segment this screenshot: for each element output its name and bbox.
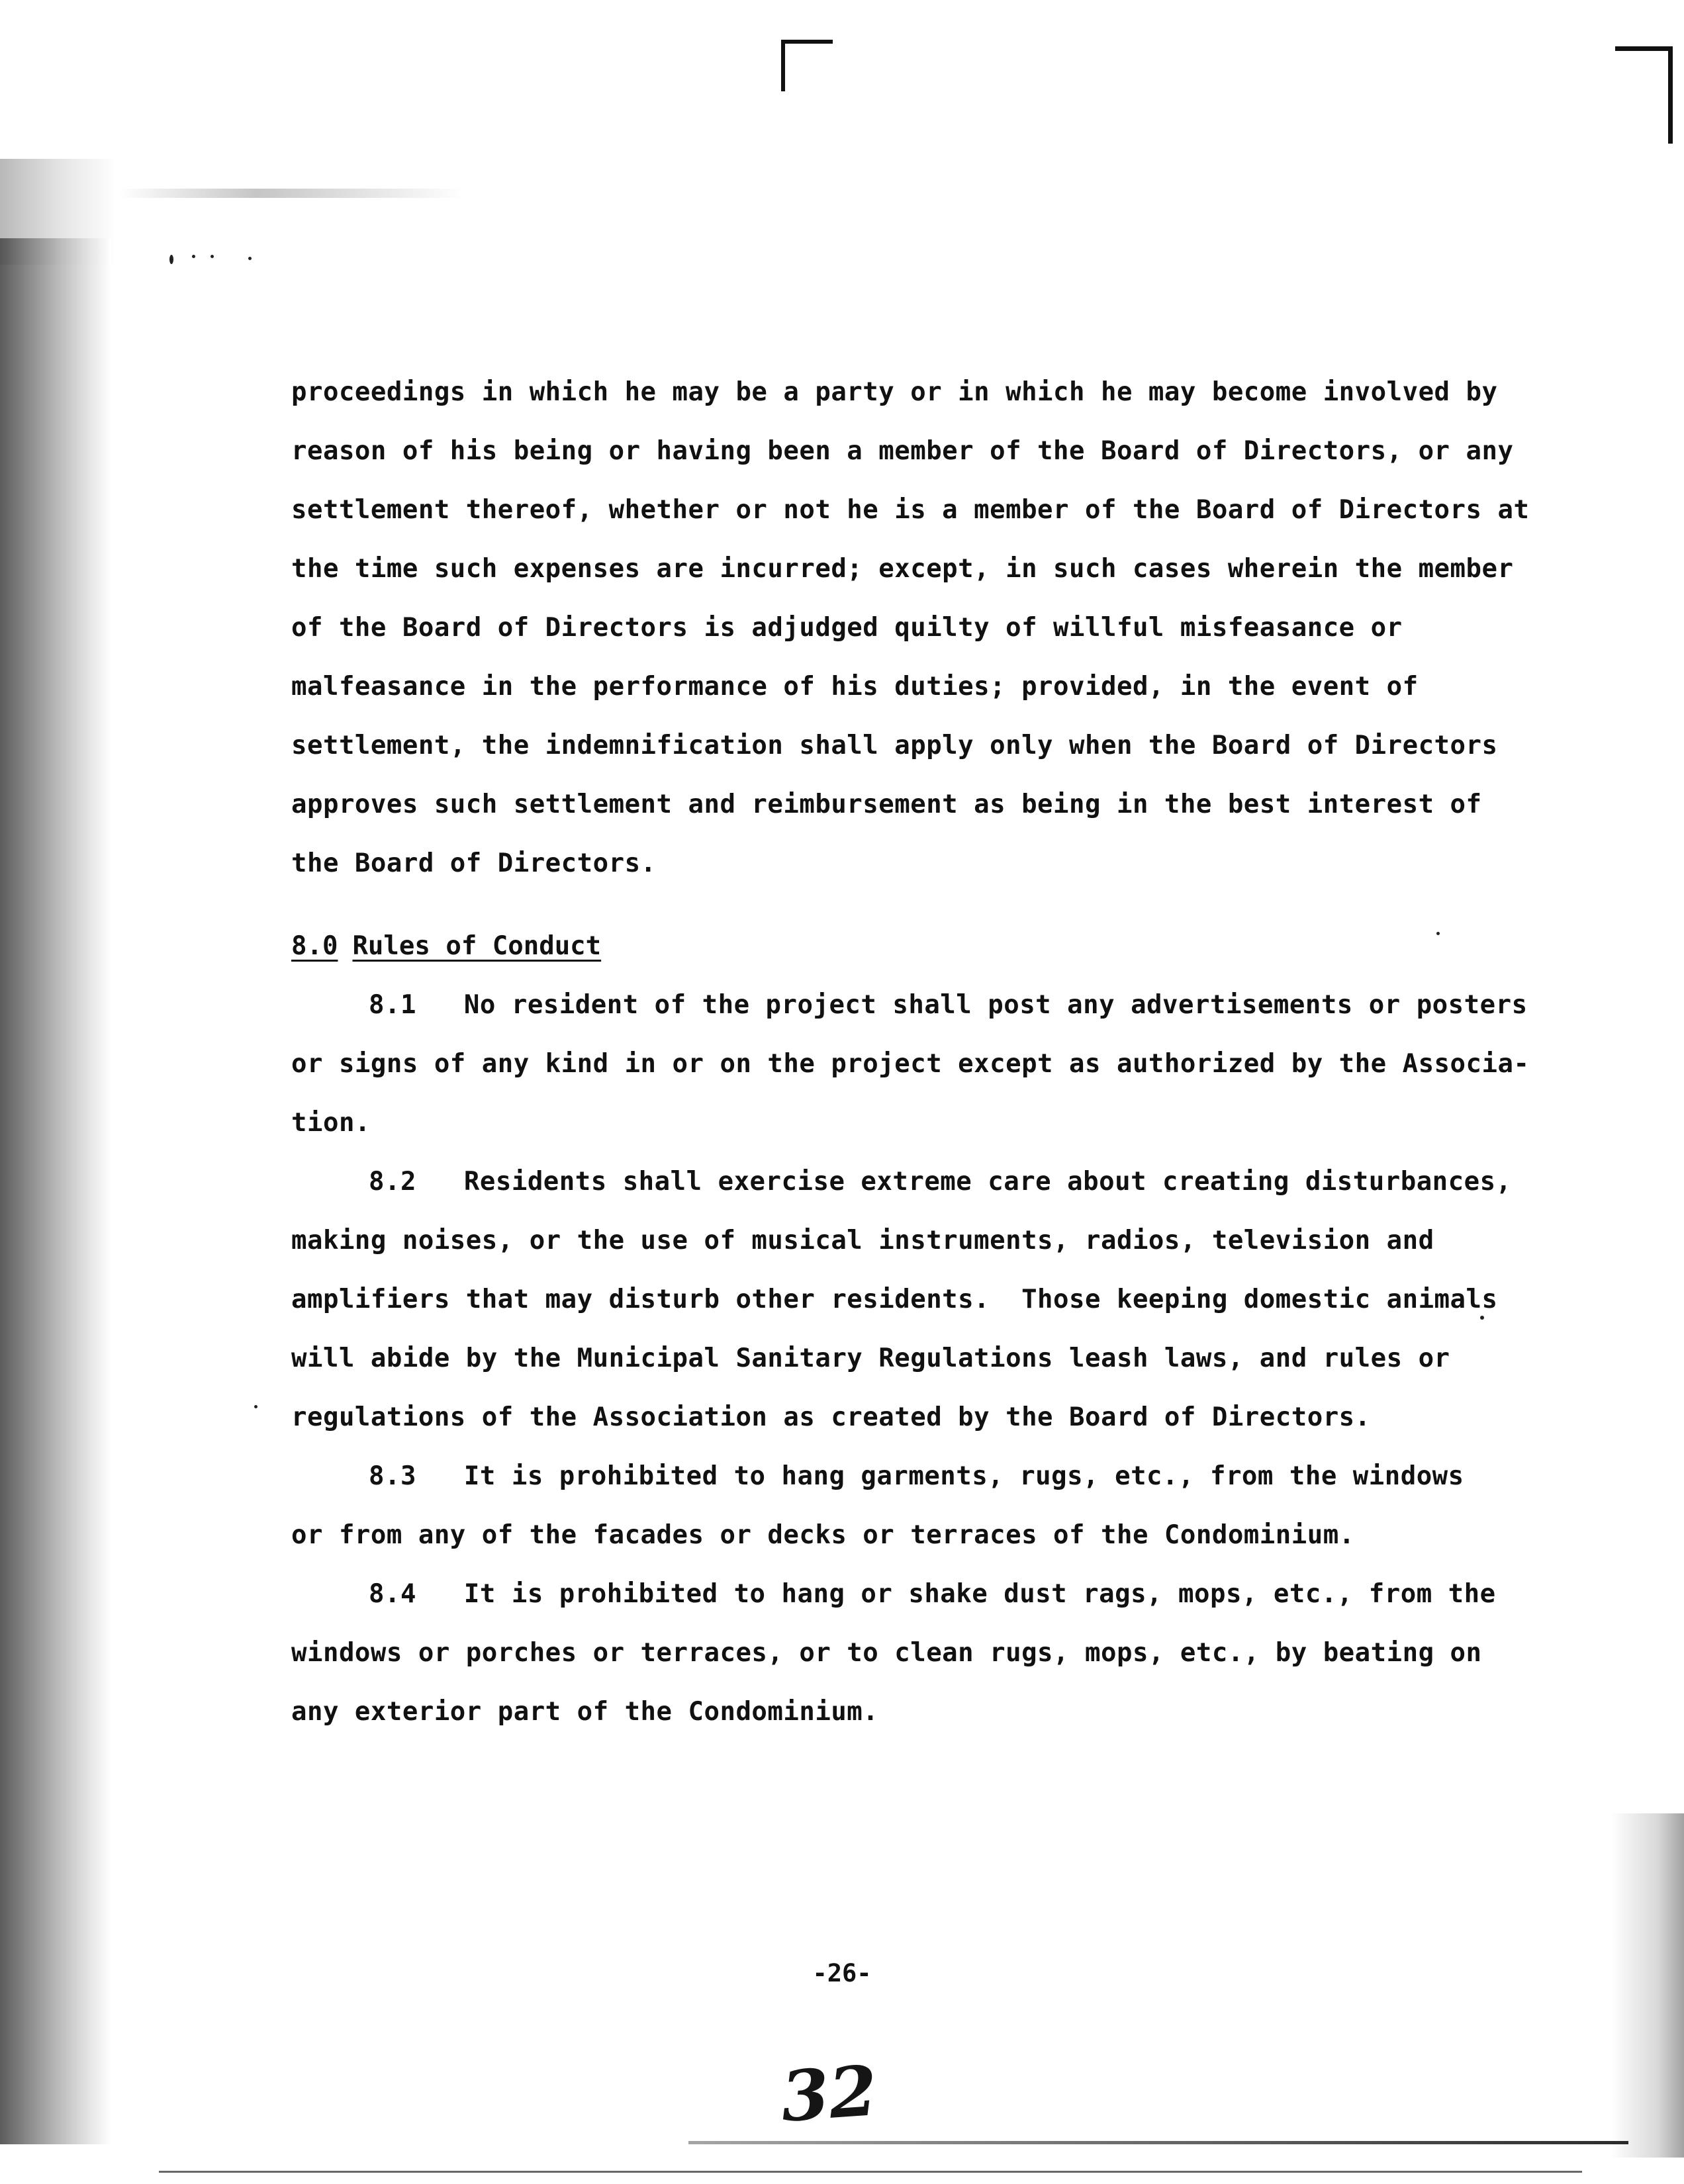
rule-text: It is prohibited to hang or shake dust rags, mops, etc., from the (463, 1579, 1496, 1609)
scan-speck (1436, 932, 1440, 935)
rule-number: 8.2 (369, 1167, 416, 1197)
scan-smudge (119, 189, 463, 198)
rule-line: any exterior part of the Condominium. (291, 1697, 879, 1727)
paragraph-line: reason of his being or having been a member of the Board of Directors, or any (291, 436, 1514, 466)
paragraph-line: malfeasance in the performance of his duties; provided, in the event of (291, 672, 1419, 702)
crop-mark-left (781, 40, 833, 91)
rule-number: 8.4 (369, 1579, 416, 1609)
rule-line: will abide by the Municipal Sanitary Regulations leash laws, and rules or (291, 1343, 1450, 1373)
paragraph-line: settlement thereof, whether or not he is a member of the Board of Directors at (291, 495, 1530, 525)
rule-line: windows or porches or terraces, or to clean rugs, mops, etc., by beating on (291, 1638, 1482, 1668)
continued-paragraph (291, 363, 1530, 893)
paragraph-line: proceedings in which he may be a party or in which he may become involved by (291, 377, 1498, 407)
rule-line: or from any of the facades or decks or terraces of the Condominium. (291, 1520, 1355, 1550)
rules-list (291, 976, 1530, 1741)
scan-bottom-edge (159, 2171, 1582, 2173)
rule-text: No resident of the project shall post any advertisements or posters (463, 990, 1528, 1020)
rule-line: or signs of any kind in or on the project except as authorized by the Associa- (291, 1049, 1530, 1079)
rule-text: Residents shall exercise extreme care about creating disturbances, (463, 1167, 1512, 1197)
section-title: Rules of Conduct (352, 931, 602, 961)
rule-text: It is prohibited to hang garments, rugs, etc., from the windows (463, 1461, 1464, 1491)
page-number: -26- (812, 1959, 872, 1987)
scan-shadow-left (0, 238, 111, 2144)
scan-bottom-line (688, 2141, 1628, 2144)
rule-8-4-first-line (291, 1565, 1496, 1623)
paragraph-line: of the Board of Directors is adjudged quilty of willful misfeasance or (291, 613, 1403, 643)
rule-line: making noises, or the use of musical instruments, radios, television and (291, 1226, 1434, 1255)
rule-number: 8.3 (369, 1461, 416, 1491)
rule-line: tion. (291, 1108, 371, 1138)
section-number: 8.0 (291, 931, 338, 961)
scan-speck (210, 255, 214, 258)
paragraph-line: the time such expenses are incurred; except, in such cases wherein the member (291, 554, 1514, 584)
rule-8-3-first-line (291, 1447, 1483, 1506)
scan-speck (169, 255, 173, 264)
crop-mark-right (1615, 46, 1673, 144)
scan-speck (254, 1405, 257, 1408)
paragraph-line: approves such settlement and reimbursement as being in the best interest of (291, 790, 1482, 819)
rule-8-1-first-line (291, 976, 1528, 1034)
paragraph-line: settlement, the indemnification shall apply only when the Board of Directors (291, 731, 1498, 760)
rule-line: regulations of the Association as created by the Board of Directors. (291, 1402, 1371, 1432)
rule-line: amplifiers that may disturb other residents. Those keeping domestic animals (291, 1285, 1498, 1314)
section-heading (291, 927, 601, 966)
scan-speck (192, 255, 195, 258)
scan-speck (248, 257, 252, 260)
rule-number: 8.1 (369, 990, 416, 1020)
rule-8-2-first-line (291, 1152, 1512, 1211)
paragraph-line: the Board of Directors. (291, 848, 657, 878)
handwritten-page-number: 32 (778, 2050, 880, 2138)
